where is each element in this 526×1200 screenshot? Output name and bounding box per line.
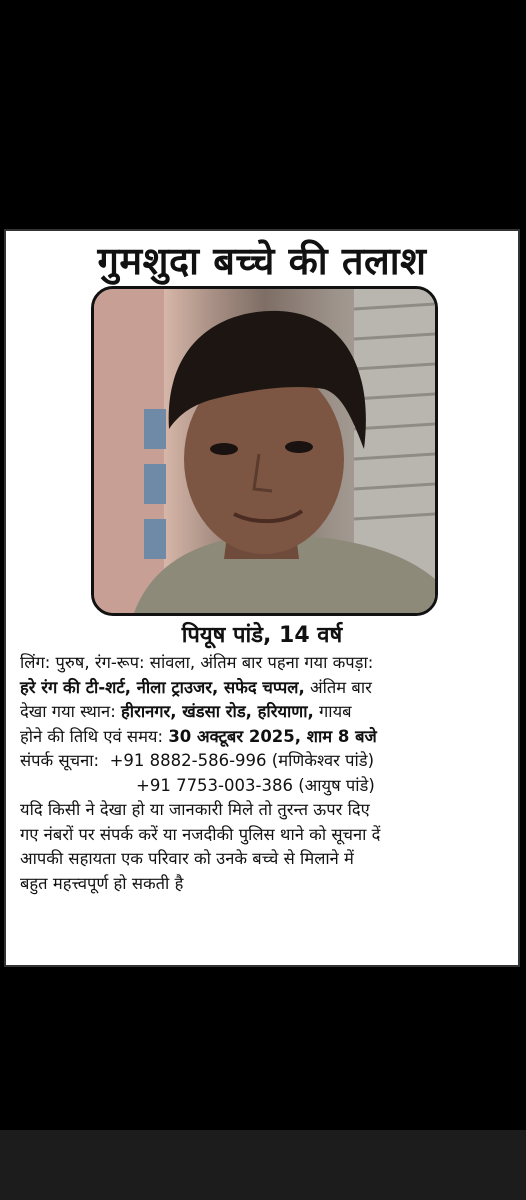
- details-line-3: देखा गया स्थान: हीरानगर, खंडसा रोड, हरियाणा, गायब: [20, 702, 352, 721]
- navigation-bar: [0, 1130, 526, 1200]
- child-photo: [91, 286, 438, 616]
- appeal-line-3: आपकी सहायता एक परिवार को उनके बच्चे से मिलाने में: [20, 849, 354, 868]
- child-name-age: पियूष पांडे, 14 वर्ष: [181, 623, 343, 648]
- appeal-line-4: बहुत महत्त्वपूर्ण हो सकती है: [20, 873, 184, 893]
- photo-illustration: [94, 289, 435, 613]
- poster-title: गुमशुदा बच्चे की तलाश: [97, 239, 427, 283]
- missing-child-poster: [4, 229, 520, 967]
- poster-details: [20, 651, 508, 896]
- details-line-2: हरे रंग की टी-शर्ट, नीला ट्राउजर, सफेद चप्पल, अंतिम बार: [20, 677, 372, 697]
- contact-phone-2: +91 7753-003-386 (आयुष पांडे): [136, 775, 375, 795]
- contact-line-1: [20, 749, 508, 774]
- details-line-1: लिंग: पुरुष, रंग-रूप: सांवला, अंतिम बार पहना गया कपड़ा:: [20, 653, 374, 672]
- details-line-4: होने की तिथि एवं समय: 30 अक्टूबर 2025, शाम 8 बजे: [20, 726, 377, 746]
- appeal-line-2: गए नंबरों पर संपर्क करें या नजदीकी पुलिस थाने को सूचना दें: [20, 824, 381, 844]
- contact-label: संपर्क सूचना:: [20, 751, 100, 770]
- appeal-line-1: यदि किसी ने देखा हो या जानकारी मिले तो तुरन्त ऊपर दिए: [20, 800, 370, 819]
- contact-phone-1: +91 8882-586-996 (मणिकेश्वर पांडे): [109, 751, 375, 770]
